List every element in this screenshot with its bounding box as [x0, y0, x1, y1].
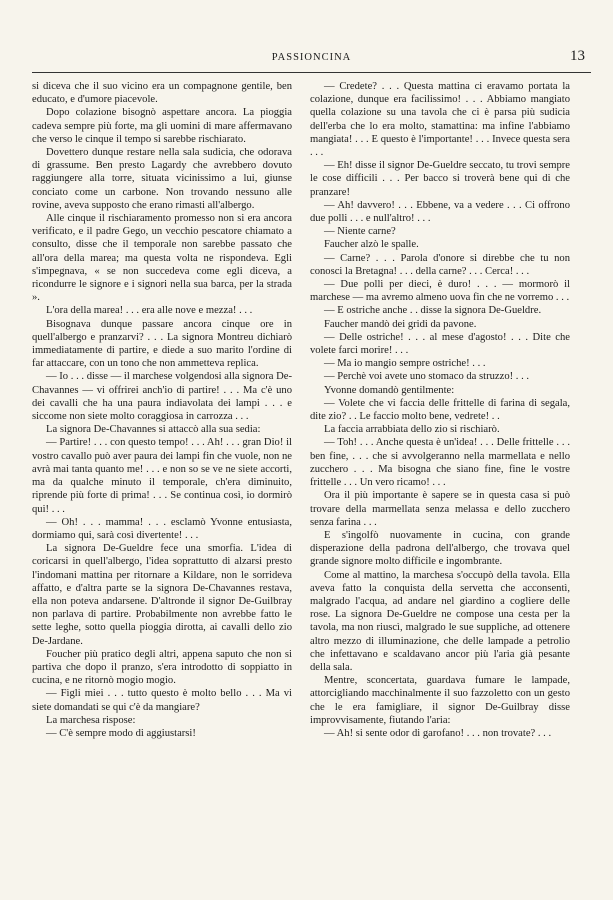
page-number: 13 [570, 48, 585, 64]
paragraph: — Due polli per dieci, è duro! . . . — mormorò il marchese — ma avremo almeno uova fin che ne vorremo . . . [310, 279, 570, 304]
paragraph: L'ora della marea! . . . era alle nove e mezza! . . . [46, 305, 253, 317]
paragraph: Ora il più importante è sapere se in questa casa si può trovare della marmellata senza melassa e dello zucchero senza farina . . . [310, 490, 570, 528]
paragraph: — Ma io mangio sempre ostriche! . . . [324, 358, 486, 370]
right-text-column [310, 80, 570, 740]
paragraph: — Toh! . . . Anche questa è un'idea! . . . Delle frittelle . . . ben fine, . . . che si avvolgeranno nella marmellata e nello zucchero . . . Ma bisogna che siano fine, fine le vostre frittelle . . . Un vero ricamo! . . . [310, 437, 570, 489]
paragraph: Come al mattino, la marchesa s'occupò della tavola. Ella aveva fatto la conquista della servetta che acconsentì, malgrado l'acqua, ad andare nel giardino a cogliere delle rose. La signora De-Gueldre ne compose una cesta per la tavola, ma non riuscì, malgrado le sue suppliche, ad ottenere altro mezzo di illuminazione, che delle lampade a petrolio che infettavano e scaldavano ancor più l'aria già pesante della sala. [310, 569, 570, 673]
paragraph: — Delle ostriche! . . . al mese d'agosto! . . . Dite che volete farci morire! . . . [310, 331, 570, 357]
page-header [32, 48, 591, 70]
paragraph: Faucher mandò dei gridi da pavone. [324, 318, 477, 330]
paragraph: — Perchè voi avete uno stomaco da struzzo! . . . [324, 371, 530, 383]
paragraph: — Figli miei . . . tutto questo è molto bello . . . Ma vi siete domandati se qui c'è da mangiare? [32, 688, 292, 713]
paragraph: Dopo colazione bisognò aspettare ancora. La pioggia cadeva sempre più forte, ma gli uomini di mare affermavano che verso le cinque il tempo si sarebbe rischiarato. [32, 107, 292, 145]
paragraph: La marchesa rispose: [46, 714, 136, 726]
paragraph: Alle cinque il rischiaramento promesso non si era ancora verificato, e il padre Gego, un vecchio pescatore chiamato a consulto, disse che il temporale non sarebbe passato che all'ora della marea; ma questa volta ne rispondeva. Egli s'impegnava, « se non succedeva come egli diceva, a ricondurre le signore e i signori nella sua barca, per la strada ». [32, 213, 292, 304]
paragraph: — Ah! si sente odor di garofano! . . . non trovate? . . . [324, 727, 552, 739]
running-title: PASSIONCINA [271, 52, 352, 63]
paragraph: si diceva che il suo vicino era un compagnone gentile, ben educato, e d'umore piacevole. [32, 81, 292, 106]
paragraph: Dovettero dunque restare nella sala sudicia, che odorava di grassume. Ben presto Lagardy che avrebbero dovuto raggiungere alla torre, situata vicinissimo a lui, giunse conciato come un carbone. Non trovando nessuno alle rovine, aveva supposto che erano rimasti all'albergo. [32, 147, 292, 211]
paragraph: — Ah! davvero! . . . Ebbene, va a vedere . . . Ci offrono due polli . . . e null'altro! . . . [310, 199, 570, 225]
left-text-column [32, 80, 292, 740]
paragraph: — Credete? . . . Questa mattina ci eravamo portata la colazione, dunque era facilissimo! . . . Abbiamo mangiato quella colazione su una tavola che ci è parsa più sudicia dell'erba che lo era molto, stamattina: ma infine l'abbiamo mangiata! . . . E questo è l'importante! . . . Invece questa sera . . . [310, 81, 570, 159]
paragraph: — Io . . . disse — il marchese volgendosi alla signora De-Chavannes — vi offrirei anch'io di partire! . . . Ma c'è uno dei cavalli che ha una paura indiavolata dei lampi . . . e siccome non siete molto coraggiosa in carrozza . . . [32, 371, 292, 423]
paragraph: — Partire! . . . con questo tempo! . . . Ah! . . . gran Dio! il vostro cavallo può aver paura dei lampi fin che vuole, non ne avrà mai tanta quanto me! . . . e non so se ve ne siete accorti, ma da qualche minuto il temporale, ch'era diminuito, riprende più forte di prima! . . . Se continua così, io dormirò qui! . . . [32, 437, 292, 515]
paragraph: — C'è sempre modo di aggiustarsi! [46, 727, 196, 739]
paragraph: Mentre, sconcertata, guardava fumare le lampade, attorcigliando macchinalmente il suo fazzoletto con un gesto che le era famigliare, il signor De-Guilbray disse improvvisamente, fiutando l'aria: [310, 675, 570, 726]
paragraph: Yvonne domandò gentilmente: [324, 384, 455, 396]
paragraph: La signora De-Gueldre fece una smorfia. L'idea di coricarsi in quell'albergo, l'idea soprattutto di alzarsi presto l'indomani mattina per ritornare a Kildare, non le sorrideva affatto, e d'altra parte se la signora De-Chavannes restava, ella non poteva andarsene. D'altronde il signor De-Guilbray non parlava di partire. Probabilmente non avrebbe fatto le sette leghe, sotto quella pioggia dirotta, ai cavalli dello zio De-Jardane. [32, 543, 292, 647]
paragraph: Foucher più pratico degli altri, appena saputo che non si partiva che dopo il pranzo, s'era introdotto di soppiatto in cucina, e ne ritornò mogio mogio. [32, 648, 292, 687]
paragraph: — Volete che vi faccia delle frittelle di farina di segala, dite zio? . . Le faccio molto bene, vedrete! . . [310, 397, 570, 423]
paragraph: — Oh! . . . mamma! . . . esclamò Yvonne entusiasta, dormiamo qui, sarà così divertente! . . . [32, 516, 292, 541]
paragraph: — E ostriche anche . . disse la signora De-Gueldre. [324, 305, 542, 317]
paragraph: — Niente carne? [324, 226, 396, 238]
paragraph: — Carne? . . . Parola d'onore si direbbe che tu non conosci la Bretagna! . . . della carne? . . . Cerca! . . . [310, 252, 570, 277]
paragraph: — Eh! disse il signor De-Gueldre seccato, tu trovi sempre le cose difficili . . . Per bacco si troverà bene qui di che pranzare! [310, 160, 570, 198]
header-rule [32, 72, 591, 73]
paragraph: Faucher alzò le spalle. [324, 239, 419, 251]
paragraph: E s'ingolfò nuovamente in cucina, con grande disperazione della padrona dell'albergo, che trovava quel grande signore molto difficile e ingombrante. [310, 529, 570, 568]
paragraph: La faccia arrabbiata dello zio si rischiarò. [324, 424, 500, 436]
paragraph: La signora De-Chavannes si attaccò alla sua sedia: [46, 424, 261, 436]
paragraph: Bisognava dunque passare ancora cinque ore in quell'albergo e pranzarvi? . . . La signora Montreu dichiarò immediatamente di partire, e diede a suo marito l'ordine di far attaccare, con un tono che non ammetteva replica. [32, 318, 292, 370]
